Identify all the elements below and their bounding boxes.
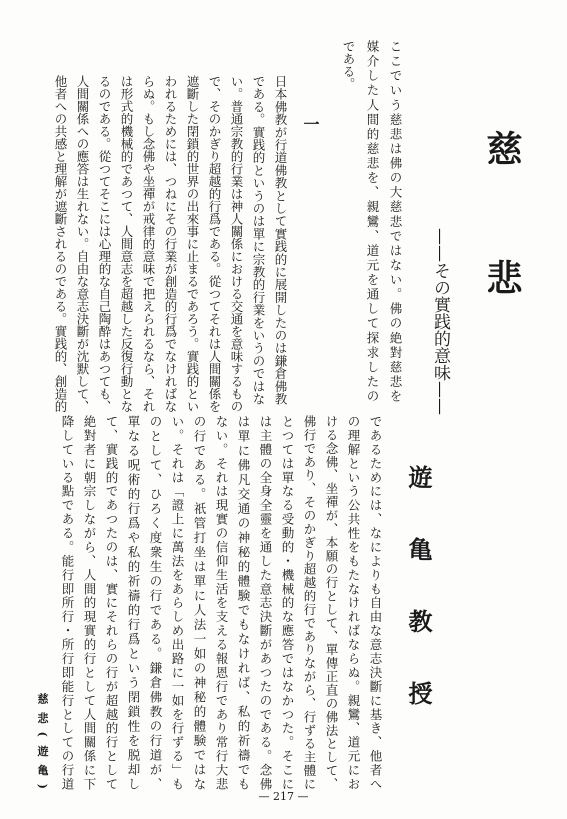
running-header: 慈悲(遊亀) <box>36 693 49 789</box>
body-line: は形式的機械的であつて、人間意志を超越した反復行動とな <box>119 75 134 413</box>
body-line: い。普通宗教的行業は神人關係における交通を意味するもの <box>229 75 244 413</box>
subtitle: ——その實践的意味—— <box>430 228 450 415</box>
body-line: で、そのかぎり超越的行爲である。從つてそれは人間關係を <box>207 75 222 413</box>
body-line: 日本佛教が行道佛教として實践的に展開したのは鎌倉佛教 <box>273 75 288 405</box>
body-line: 佛行であり、そのかぎり超越的行でありながら、行ずる主體に <box>302 415 317 790</box>
body-line: である。實践的というのは單に宗教的行業をいうのではな <box>251 75 266 405</box>
intro-line: 媒介した人間的慈悲を、親鸞、道元を通して探求したの <box>365 40 380 402</box>
body-line: い。それは「證上に萬法をあらしめ出路に一如を行ずる」も <box>170 415 185 790</box>
body-line: 人間關係への應答は生れない。自由な意志決斷が沈默して、 <box>75 75 90 413</box>
body-line: われるためには、つねにその行業が創造的行爲でなければな <box>163 75 178 413</box>
body-line: であるためには、なによりも自由な意志決斷に基き、他者へ <box>368 415 383 791</box>
body-line: 他者への共感と理解が遮斷されるのである。實践的、創造的 <box>53 75 68 413</box>
intro-line: である。 <box>341 40 356 90</box>
body-line: 遮斷した閉鎖的世界の出來事に止まるであろう。實践的とい <box>185 75 200 413</box>
body-line: の行である。祇管打坐は單に人法一如の神秘的體験ではな <box>192 415 207 790</box>
body-line: のとして、ひろく度衆生の行である。鎌倉佛教の行道が、 <box>148 415 163 790</box>
body-line: て、實践的であつたのは、實にそれらの行が超越的行として <box>104 415 119 790</box>
page-number: — 217 — <box>258 790 309 803</box>
body-line: るのである。從つてそこには心理的な自己陶酔はあつても、 <box>97 75 112 413</box>
page-title: 慈悲 <box>481 130 523 295</box>
body-line: ける念佛、坐禪が、本願の行として、單傳正直の佛法として、 <box>324 415 339 790</box>
author-name: 遊亀教授 <box>404 465 433 705</box>
body-line: の理解という公共性をもたなければならぬ。親鸞、道元にお <box>346 415 361 790</box>
section-mark: 一 <box>301 116 320 132</box>
body-line: らぬ。もし念佛や坐禪が戒律的意味で把えられるなら、それ <box>141 75 156 413</box>
intro-line: ここでいう慈悲は佛の大慈悲ではない。佛の絶對慈悲を <box>388 40 403 402</box>
body-line: 絶對者に朝宗しながら、人間的現實的行として人間關係に下 <box>82 415 97 790</box>
body-line: は單に佛凡交通の神秘的體験でもなければ、私的祈禱でも <box>236 415 251 790</box>
body-line: 降している點である。能行即所行・所行即能行としての行道 <box>60 415 75 790</box>
body-line: 單なる呪術的行爲や私的祈禱的行爲という閉鎖性を脱却し <box>126 415 141 790</box>
body-line: とつては單なる受動的・機械的な應答ではなかつた。そこに <box>280 415 295 790</box>
body-line: ない。それは現實の信仰生活を支える報恩行であり常行大悲 <box>214 415 229 790</box>
body-line: は主體の全身全靈を通した意志決斷があつたのである。念佛 <box>258 415 273 790</box>
